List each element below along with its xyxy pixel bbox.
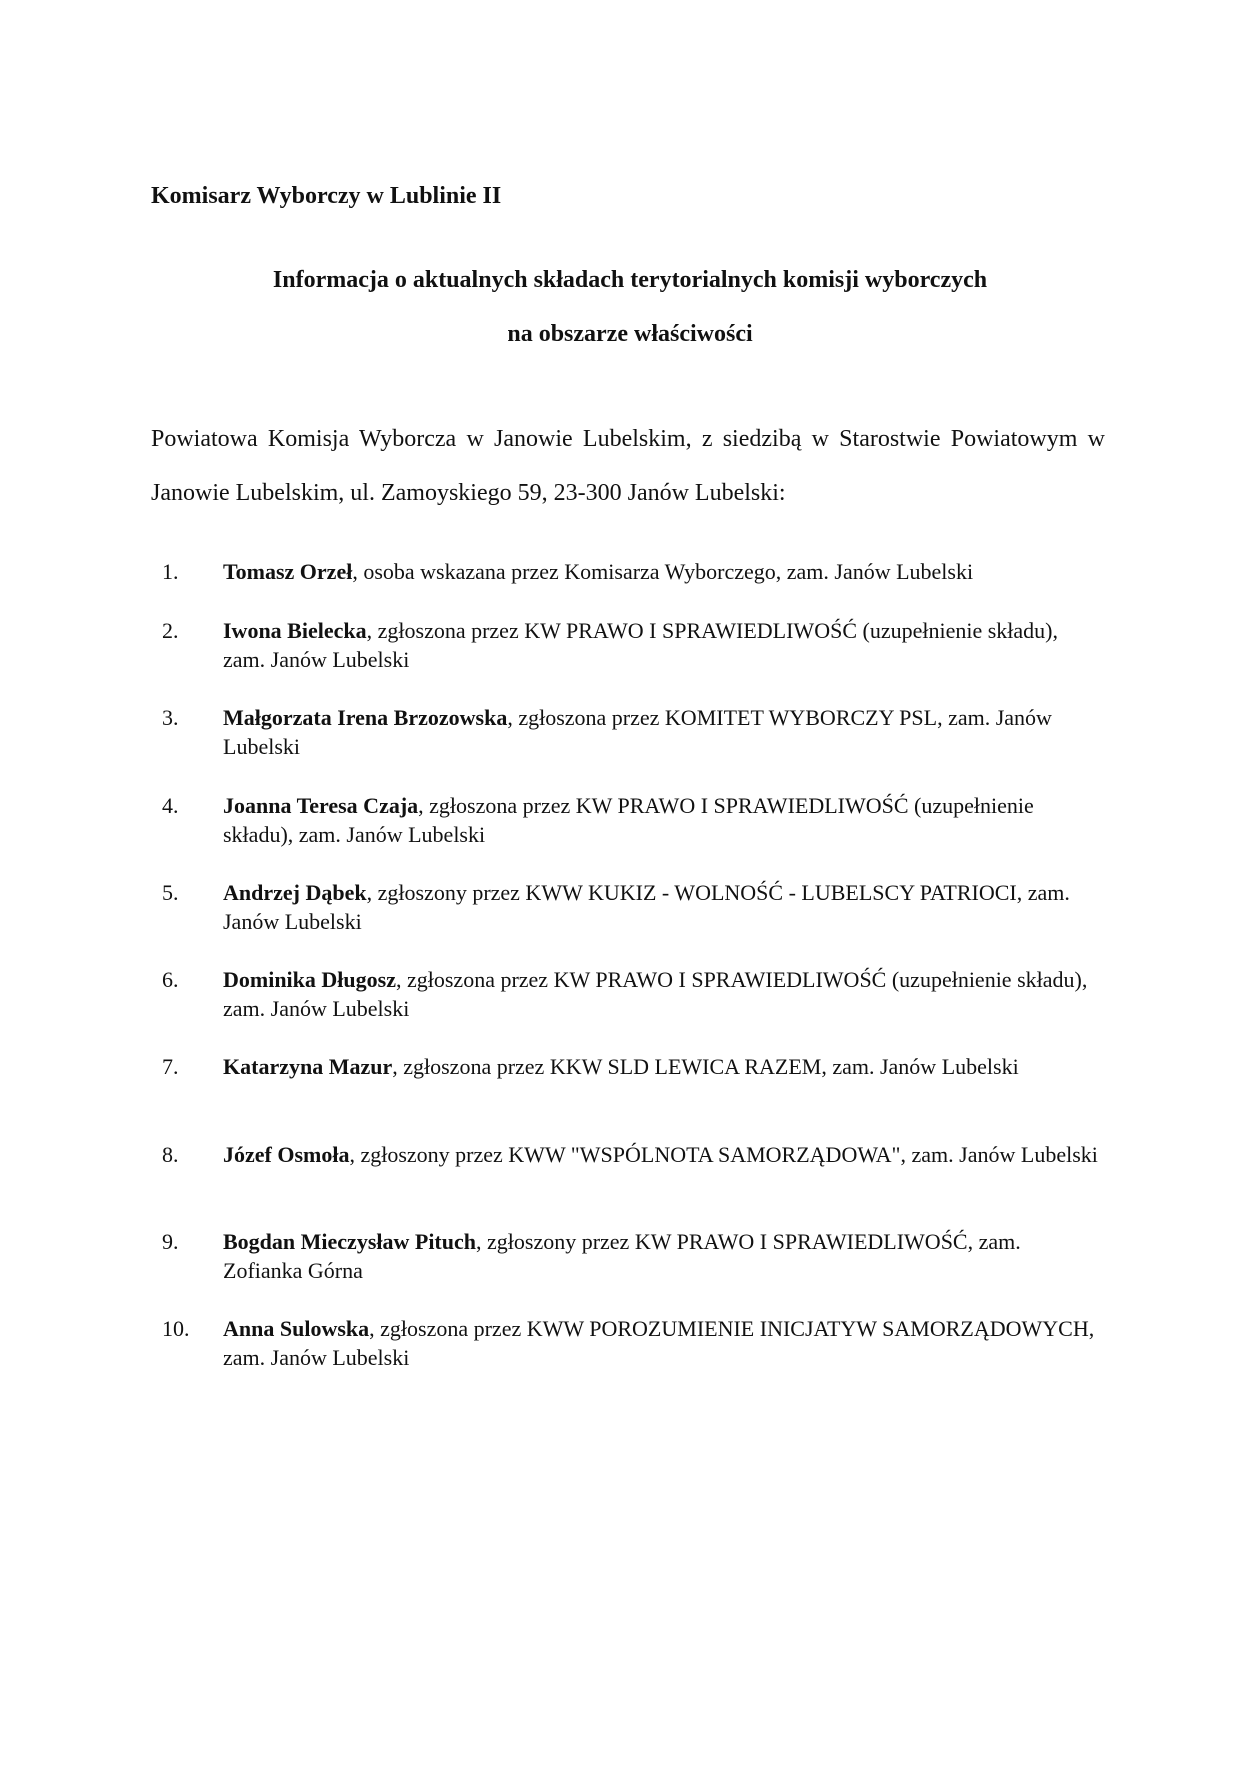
member-details: , zgłoszona przez KW PRAWO I SPRAWIEDLIWOŚĆ (uzupełnienie składu), zam. Janów Lubelski xyxy=(223,967,1088,1021)
member-body xyxy=(223,616,1103,674)
commission-intro: Powiatowa Komisja Wyborcza w Janowie Lubelskim, z siedzibą w Starostwie Powiatowym w Janowie Lubelskim, ul. Zamoyskiego 59, 23-300 Janów Lubelski: xyxy=(151,426,1105,506)
member-details: , zgłoszona przez KW PRAWO I SPRAWIEDLIWOŚĆ (uzupełnienie składu), zam. Janów Lubelski xyxy=(223,793,1034,847)
member-details: , zgłoszona przez KOMITET WYBORCZY PSL, zam. Janów Lubelski xyxy=(223,705,1052,759)
member-name: Katarzyna Mazur xyxy=(223,1054,393,1079)
member-number: 10. xyxy=(162,1316,190,1341)
member-body xyxy=(223,1052,1103,1081)
member-name: Józef Osmoła xyxy=(223,1142,350,1167)
member-body xyxy=(223,557,1103,586)
member-name: Iwona Bielecka xyxy=(223,618,367,643)
member-name: Anna Sulowska xyxy=(223,1316,370,1341)
member-number: 4. xyxy=(162,793,179,818)
member-body xyxy=(223,791,1103,849)
member-number: 1. xyxy=(162,559,179,584)
member-body xyxy=(223,1227,1103,1285)
member-details: , zgłoszony przez KWW "WSPÓLNOTA SAMORZĄDOWA", zam. Janów Lubelski xyxy=(349,1142,1098,1167)
member-name: Joanna Teresa Czaja xyxy=(223,793,419,818)
member-details: , zgłoszona przez KWW POROZUMIENIE INICJATYW SAMORZĄDOWYCH, zam. Janów Lubelski xyxy=(223,1316,1095,1370)
member-number: 7. xyxy=(162,1054,179,1079)
member-name: Małgorzata Irena Brzozowska xyxy=(223,705,508,730)
member-number: 2. xyxy=(162,618,179,643)
member-number: 9. xyxy=(162,1229,179,1254)
member-name: Bogdan Mieczysław Pituch xyxy=(223,1229,476,1254)
member-number: 6. xyxy=(162,967,179,992)
member-body xyxy=(223,965,1103,1023)
member-body xyxy=(223,1140,1103,1169)
member-number: 5. xyxy=(162,880,179,905)
member-details: , osoba wskazana przez Komisarza Wyborczego, zam. Janów Lubelski xyxy=(352,559,974,584)
member-details: , zgłoszony przez KWW KUKIZ - WOLNOŚĆ - LUBELSCY PATRIOCI, zam. Janów Lubelski xyxy=(223,880,1070,934)
member-number: 3. xyxy=(162,705,179,730)
member-body xyxy=(223,878,1103,936)
member-details: , zgłoszony przez KW PRAWO I SPRAWIEDLIWOŚĆ, zam. Zofianka Górna xyxy=(223,1229,1021,1283)
authority-title: Komisarz Wyborczy w Lublinie II xyxy=(151,183,502,209)
member-body xyxy=(223,1314,1103,1372)
member-details: , zgłoszona przez KKW SLD LEWICA RAZEM, zam. Janów Lubelski xyxy=(392,1054,1019,1079)
member-number: 8. xyxy=(162,1142,179,1167)
member-details: , zgłoszona przez KW PRAWO I SPRAWIEDLIWOŚĆ (uzupełnienie składu), zam. Janów Lubelski xyxy=(223,618,1058,672)
document-heading-line-2: na obszarze właściwości xyxy=(507,321,753,347)
member-name: Dominika Długosz xyxy=(223,967,396,992)
document-heading-line-1: Informacja o aktualnych składach terytorialnych komisji wyborczych xyxy=(272,267,988,293)
member-body xyxy=(223,703,1103,761)
member-name: Andrzej Dąbek xyxy=(223,880,367,905)
member-name: Tomasz Orzeł xyxy=(223,559,353,584)
